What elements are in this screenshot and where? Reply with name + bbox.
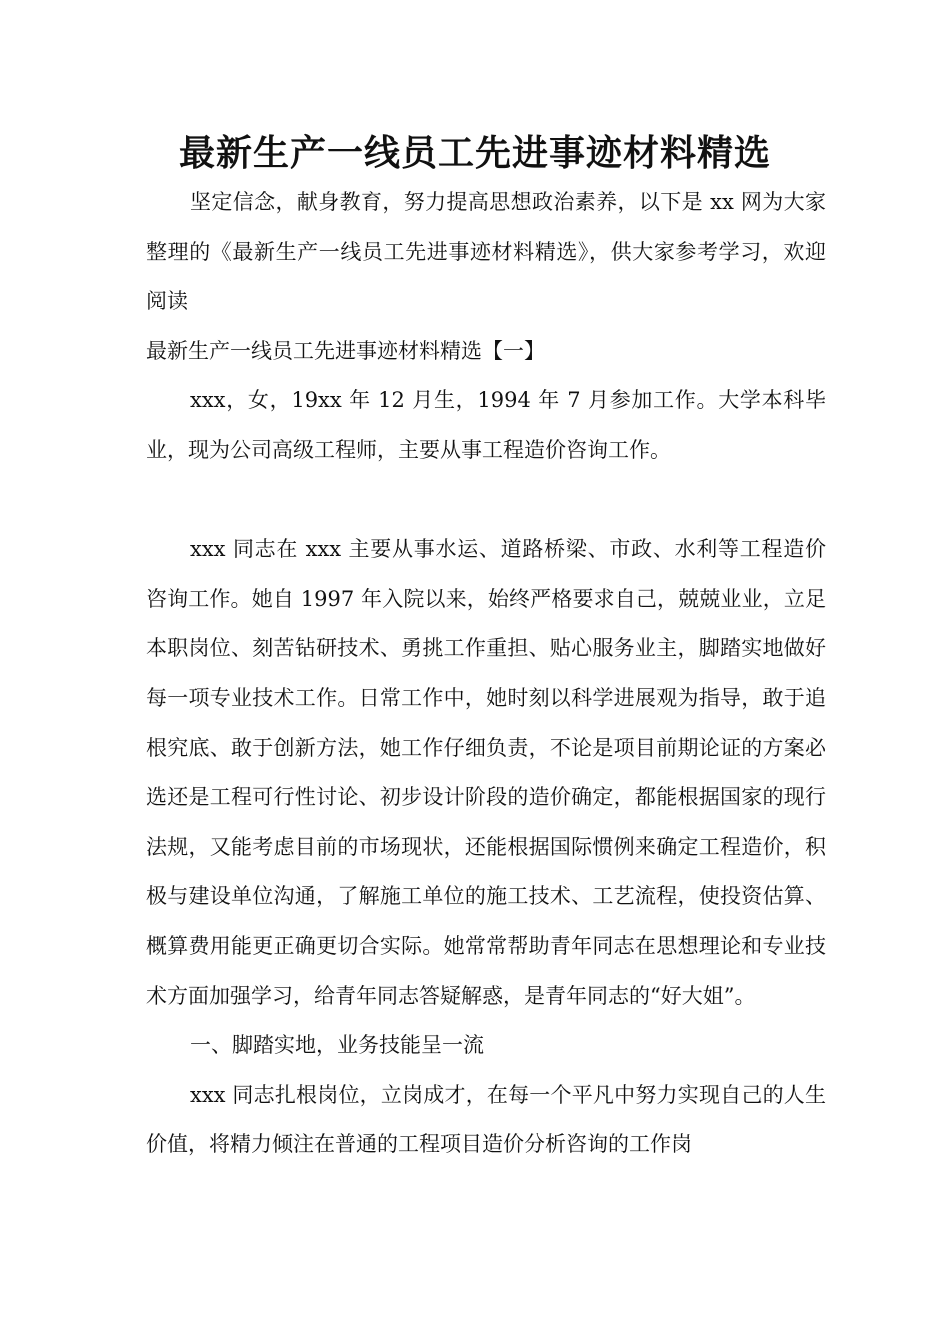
blank-line — [146, 476, 826, 526]
intro-paragraph: 坚定信念，献身教育，努力提高思想政治素养，以下是 xx 网为大家整理的《最新生产一线员工先进事迹材料精选》，供大家参考学习，欢迎阅读 — [146, 190, 826, 314]
document-title: 最新生产一线员工先进事迹材料精选 — [178, 133, 771, 174]
paragraph-2: xxx 同志在 xxx 主要从事水运、道路桥梁、市政、水利等工程造价咨询工作。她自 1997 年入院以来，始终严格要求自己，兢兢业业，立足本职岗位、刻苦钻研技术、勇挑工作重担、贴心服务业主，脚踏实地做好每一项专业技术工作。日常工作中，她时刻以科学进展观为指导，敢于追根究底、敢于创新方法，她工作仔细负责，不论是项目前期论证的方案必选还是工程可行性讨论、初步设计阶段的造价确定，都能根据国家的现行法规，又能考虑目前的市场现状，还能根据国际惯例来确定工程造价，积极与建设单位沟通，了解施工单位的施工技术、工艺流程，使投资估算、概算费用能更正确更切合实际。她常常帮助青年同志在思想理论和专业技术方面加强学习，给青年同志答疑解惑，是青年同志的“好大姐”。 — [146, 537, 826, 1008]
paragraph-1: xxx，女，19xx 年 12 月生，1994 年 7 月参加工作。大学本科毕业，现为公司高级工程师，主要从事工程造价咨询工作。 — [146, 388, 826, 462]
document-body — [146, 178, 826, 1170]
section-heading: 最新生产一线员工先进事迹材料精选【一】 — [146, 338, 545, 363]
subheading-1: 一、脚踏实地，业务技能呈一流 — [190, 1033, 484, 1058]
paragraph-3: xxx 同志扎根岗位，立岗成才，在每一个平凡中努力实现自己的人生价值，将精力倾注在普通的工程项目造价分析咨询的工作岗 — [146, 1082, 826, 1157]
